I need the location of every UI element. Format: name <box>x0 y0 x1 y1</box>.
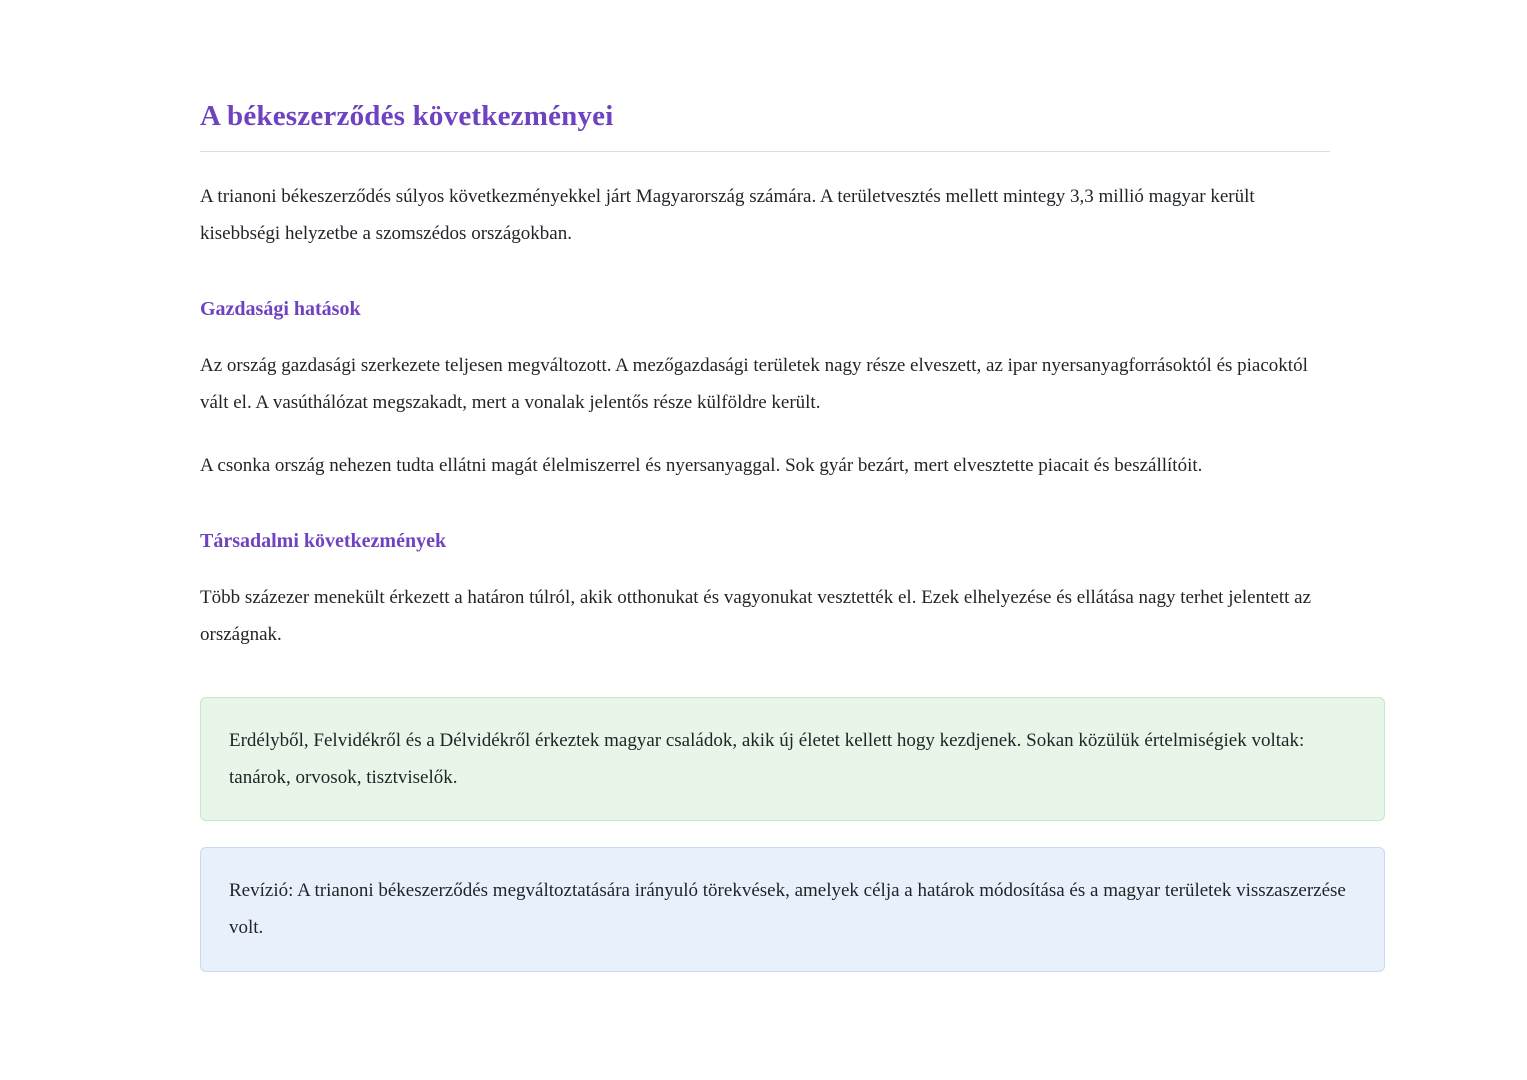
economic-paragraph-2: A csonka ország nehezen tudta ellátni magát élelmiszerrel és nyersanyaggal. Sok gyár bezárt, mert elvesztette piacait és beszállítóit. <box>200 455 1203 477</box>
section-heading-economic: Gazdasági hatások <box>200 298 361 321</box>
callout-revision <box>200 847 1385 971</box>
document-content <box>200 0 1385 972</box>
social-paragraph-1: Több százezer menekült érkezett a határon túlról, akik otthonukat és vagyonukat vesztették el. Ezek elhelyezése és ellátása nagy terhet jelentett az országnak. <box>200 587 1311 646</box>
callout-refugees-text: Erdélyből, Felvidékről és a Délvidékről érkeztek magyar családok, akik új életet kellett hogy kezdjenek. Sokan közülük értelmiségiek voltak: tanárok, orvosok, tisztviselők. <box>229 730 1305 789</box>
intro-paragraph: A trianoni békeszerződés súlyos következményekkel járt Magyarország számára. A területvesztés mellett mintegy 3,3 millió magyar került kisebbségi helyzetbe a szomszédos országokban. <box>200 186 1255 245</box>
economic-paragraph-1: Az ország gazdasági szerkezete teljesen megváltozott. A mezőgazdasági területek nagy része elveszett, az ipar nyersanyagforrásoktól és piacoktól vált el. A vasúthálózat megszakadt, mert a vonalak jelentős része külföldre került. <box>200 355 1308 414</box>
section-heading-social: Társadalmi következmények <box>200 530 447 553</box>
callout-revision-text: Revízió: A trianoni békeszerződés megváltoztatására irányuló törekvések, amelyek célja a határok módosítása és a magyar területek visszaszerzése volt. <box>229 880 1346 939</box>
callout-refugees <box>200 697 1385 821</box>
page-title: A békeszerződés következményei <box>200 100 614 132</box>
title-divider <box>200 151 1330 152</box>
